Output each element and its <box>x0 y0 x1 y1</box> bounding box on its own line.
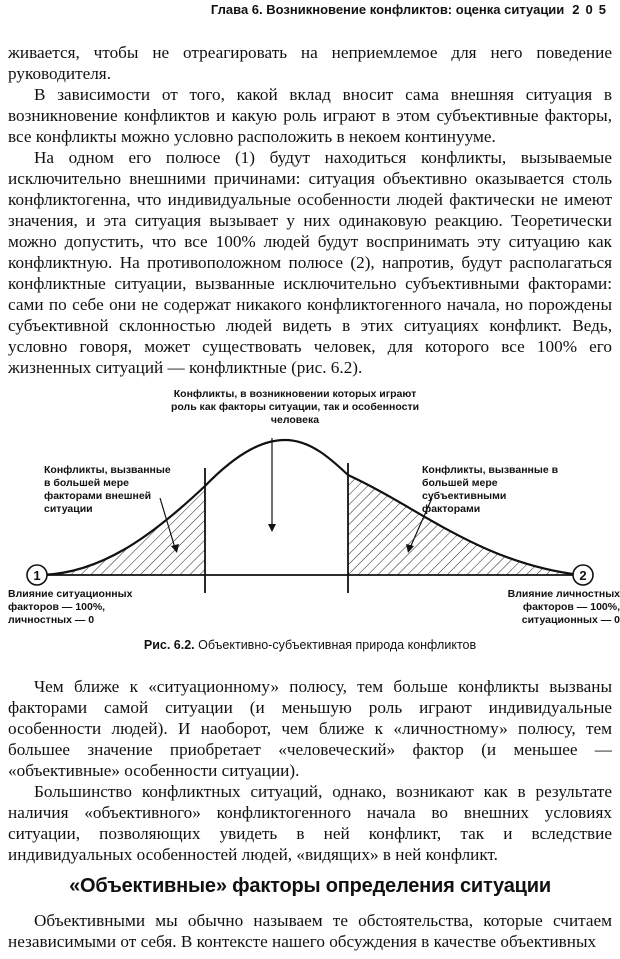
paragraph: Объективными мы обычно называем те обстоятельства, которые считаем независимыми от себя. В контексте нашего обсуждения в качестве объективных <box>8 911 612 951</box>
label-situational-conflicts: Конфликты, вызванные в большей мере факторами внешней ситуации <box>44 464 171 515</box>
label-mixed-conflicts: Конфликты, в возникновении которых играют роль как факторы ситуации, так и особенности человека <box>170 388 420 426</box>
body-text-top <box>8 42 612 378</box>
chapter-title: Глава 6. Возникновение конфликтов: оценка ситуации <box>210 2 565 17</box>
body-text-middle <box>8 676 612 865</box>
pointer-top-arrow <box>268 524 276 532</box>
paragraph: В зависимости от того, какой вклад вносит сама внешняя ситуация в возникновение конфликтов и какую роль играют в этом субъективные факторы, все конфликты можно условно расположить в некоем континууме. <box>8 85 612 146</box>
pole-left-label: 1 <box>33 568 41 583</box>
paragraph: живается, чтобы не отреагировать на неприемлемое для него поведение руководителя. <box>8 43 612 83</box>
caption-number: Рис. 6.2. <box>143 638 195 652</box>
paragraph: На одном его полюсе (1) будут находиться конфликты, вызываемые исключительно внешними причинами: ситуация объективно оказывается столь конфликтогенна, что индивидуальные особенности людей фактически не имеют значения, и эта ситуация вызывает у них одинаковую реакцию. Теоретически можно допустить, что все 100% людей будут воспринимать эту ситуацию как конфликтную. На противоположном полюсе (2), напротив, будут располагаться конфликтные ситуации, вызванные исключительно субъективными факторами: сами по себе они не содержат никакого конфликтогенного начала, но порождены субъективной склонностью людей видеть в этих ситуациях конфликт. Ведь, условно говоря, может существовать человек, для которого все 100% его жизненных ситуаций — конфликтные (рис. 6.2). <box>8 148 612 377</box>
paragraph: Большинство конфликтных ситуаций, однако, возникают как в результате наличия «объективного» конфликтогенного начала во внешних условиях ситуации, позволяющих увидеть в ней конфликт, так и вследствие индивидуальных особенностей людей, «видящих» в ней конфликт. <box>8 782 612 864</box>
label-personal-pole: Влияние личностных факторов — 100%, ситуационных — 0 <box>507 588 620 626</box>
label-situational-pole: Влияние ситуационных факторов — 100%, личностных — 0 <box>8 588 133 626</box>
section-heading: «Объективные» факторы определения ситуации <box>69 875 551 897</box>
label-subjective-conflicts: Конфликты, вызванные в большей мере субъективными факторами <box>422 464 559 515</box>
body-text-bottom <box>8 910 612 952</box>
figure-6-2 <box>0 388 620 668</box>
page-number: 205 <box>572 2 612 17</box>
pole-right-label: 2 <box>579 568 587 583</box>
paragraph: Чем ближе к «ситуационному» полюсу, тем больше конфликты вызваны факторами самой ситуации (и меньшую роль играют индивидуальные особенности людей). И наоборот, чем ближе к «личностному» полюсу, тем большее значение приобретает «человеческий» фактор (и меньшее — «объективные» особенности ситуации). <box>8 677 612 780</box>
caption-text: Объективно-субъективная природа конфликтов <box>198 638 477 652</box>
running-header <box>211 2 612 17</box>
figure-caption <box>0 638 620 652</box>
